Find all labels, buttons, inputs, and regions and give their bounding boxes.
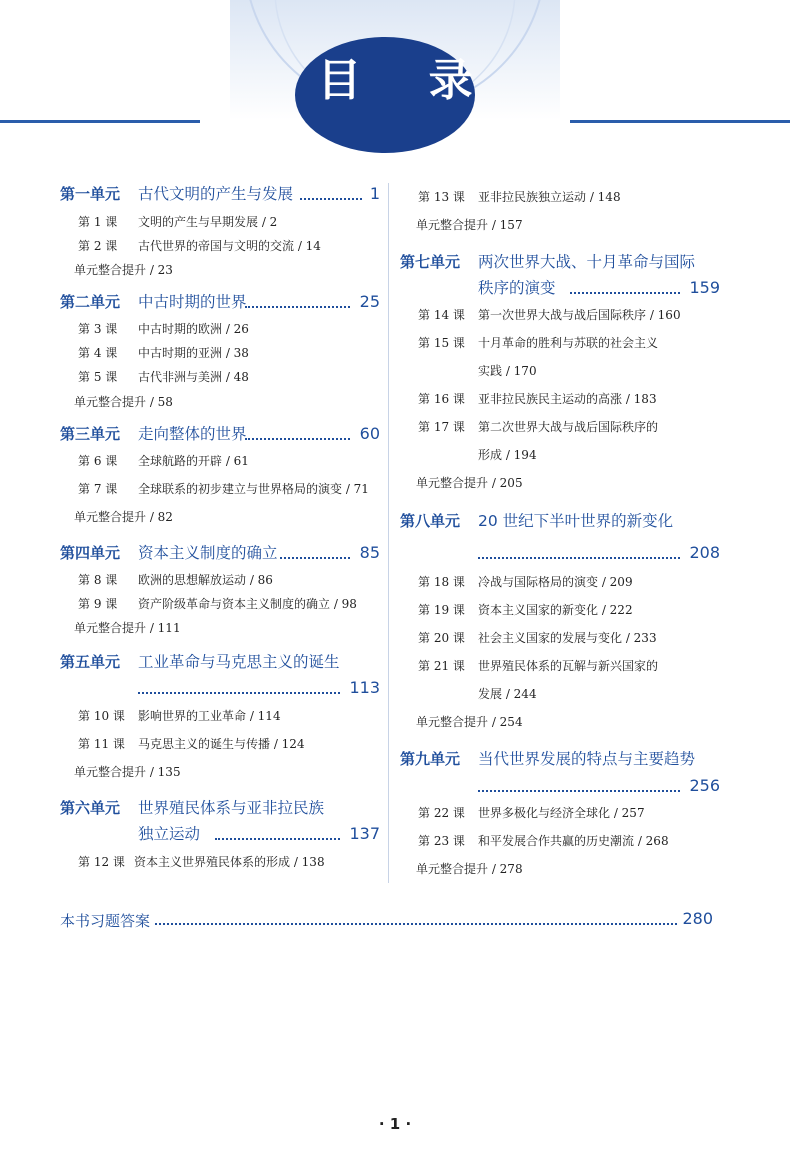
dot-leader	[150, 910, 677, 925]
unit-summary[interactable]: 单元整合提升 / 82	[74, 510, 173, 524]
lesson-number: 第 21 课	[418, 659, 465, 673]
lesson-title: 古代非洲与美洲 / 48	[138, 370, 249, 384]
unit-title: 世界殖民体系与亚非拉民族	[138, 799, 325, 817]
lesson-number: 第 23 课	[418, 834, 465, 848]
lesson-title: 世界多极化与经济全球化 / 257	[478, 806, 645, 820]
lesson-number: 第 9 课	[78, 597, 118, 611]
unit-summary[interactable]: 单元整合提升 / 278	[416, 862, 523, 876]
unit-label: 第二单元	[60, 293, 121, 311]
dot-leader	[478, 535, 680, 559]
unit-label: 第五单元	[60, 653, 121, 671]
dot-leader	[215, 816, 340, 840]
lesson-number: 第 7 课	[78, 482, 118, 496]
header-rule-right	[570, 120, 790, 123]
lesson-number: 第 18 课	[418, 575, 465, 589]
lesson-title: 文明的产生与早期发展 / 2	[138, 215, 278, 229]
unit-page: 60	[359, 424, 380, 443]
lesson-title: 资本主义国家的新变化 / 222	[478, 603, 633, 617]
dot-leader	[570, 270, 680, 294]
header-rule-left	[0, 120, 200, 123]
lesson-title: 亚非拉民族民主运动的高涨 / 183	[478, 392, 657, 406]
lesson-number: 第 1 课	[78, 215, 118, 229]
unit-label: 第八单元	[400, 512, 461, 530]
page-title: 目 录	[317, 55, 499, 106]
unit-page: 256	[689, 776, 720, 795]
unit-page: 25	[359, 292, 380, 311]
dot-leader	[300, 176, 362, 200]
lesson-title-line2: 发展 / 244	[478, 687, 537, 701]
lesson-title-line2: 形成 / 194	[478, 448, 537, 462]
lesson-title: 资产阶级革命与资本主义制度的确立 / 98	[138, 597, 357, 611]
unit-page: 85	[359, 543, 380, 562]
unit-summary[interactable]: 单元整合提升 / 111	[74, 621, 181, 635]
unit-label: 第六单元	[60, 799, 121, 817]
lesson-title: 和平发展合作共赢的历史潮流 / 268	[478, 834, 669, 848]
unit-title: 中古时期的世界	[138, 293, 247, 311]
toc-unit-5[interactable]	[60, 651, 380, 699]
lesson-title: 古代世界的帝国与文明的交流 / 14	[138, 239, 321, 253]
answers-page: 280	[682, 909, 713, 928]
lesson-number: 第 17 课	[418, 420, 465, 434]
lesson-title: 影响世界的工业革命 / 114	[138, 709, 281, 723]
unit-label: 第一单元	[60, 185, 121, 203]
dot-leader	[245, 284, 350, 308]
unit-label: 第七单元	[400, 253, 461, 271]
lesson-number: 第 3 课	[78, 322, 118, 336]
toc-answers[interactable]	[60, 910, 713, 934]
unit-title: 资本主义制度的确立	[138, 544, 278, 562]
column-divider	[388, 183, 389, 883]
toc-unit-6[interactable]	[60, 797, 380, 845]
lesson-number: 第 2 课	[78, 239, 118, 253]
lesson-title: 第二次世界大战与战后国际秩序的	[478, 420, 659, 434]
answers-label: 本书习题答案	[60, 910, 154, 931]
lesson-number: 第 12 课	[78, 855, 125, 869]
toc-unit-7[interactable]	[400, 251, 720, 299]
unit-summary[interactable]: 单元整合提升 / 58	[74, 395, 173, 409]
unit-title: 当代世界发展的特点与主要趋势	[478, 750, 696, 768]
unit-label: 第三单元	[60, 425, 121, 443]
lesson-title: 冷战与国际格局的演变 / 209	[478, 575, 633, 589]
lesson-title: 亚非拉民族独立运动 / 148	[478, 190, 621, 204]
lesson-title: 马克思主义的诞生与传播 / 124	[138, 737, 305, 751]
lesson-title: 第一次世界大战与战后国际秩序 / 160	[478, 308, 681, 322]
lesson-number: 第 19 课	[418, 603, 465, 617]
lesson-number: 第 6 课	[78, 454, 118, 468]
lesson-title: 中古时期的欧洲 / 26	[138, 322, 249, 336]
lesson-number: 第 16 课	[418, 392, 465, 406]
lesson-number: 第 5 课	[78, 370, 118, 384]
lesson-number: 第 8 课	[78, 573, 118, 587]
dot-leader	[245, 416, 350, 440]
toc-unit-9[interactable]	[400, 748, 720, 796]
lesson-number: 第 4 课	[78, 346, 118, 360]
lesson-title: 全球联系的初步建立与世界格局的演变 / 71	[138, 482, 369, 496]
unit-label: 第四单元	[60, 544, 121, 562]
unit-title-line2: 独立运动	[138, 825, 201, 843]
lesson-number: 第 15 课	[418, 336, 465, 350]
unit-page: 113	[349, 678, 380, 697]
lesson-number: 第 22 课	[418, 806, 465, 820]
dot-leader	[280, 535, 350, 559]
lesson-title-line2: 实践 / 170	[478, 364, 537, 378]
toc-header	[0, 0, 790, 175]
unit-label: 第九单元	[400, 750, 461, 768]
lesson-title: 十月革命的胜利与苏联的社会主义	[478, 336, 659, 350]
unit-summary[interactable]: 单元整合提升 / 157	[416, 218, 523, 232]
unit-title: 工业革命与马克思主义的诞生	[138, 653, 340, 671]
unit-summary[interactable]: 单元整合提升 / 205	[416, 476, 523, 490]
unit-summary[interactable]: 单元整合提升 / 23	[74, 263, 173, 277]
lesson-title: 欧洲的思想解放运动 / 86	[138, 573, 273, 587]
lesson-number: 第 20 课	[418, 631, 465, 645]
unit-title: 20 世纪下半叶世界的新变化	[478, 512, 674, 530]
unit-summary[interactable]: 单元整合提升 / 135	[74, 765, 181, 779]
lesson-number: 第 11 课	[78, 737, 125, 751]
unit-page: 137	[349, 824, 380, 843]
lesson-title: 中古时期的亚洲 / 38	[138, 346, 249, 360]
unit-title-line2: 秩序的演变	[478, 279, 556, 297]
unit-title: 走向整体的世界	[138, 425, 247, 443]
unit-summary[interactable]: 单元整合提升 / 254	[416, 715, 523, 729]
lesson-title: 世界殖民体系的瓦解与新兴国家的	[478, 659, 659, 673]
lesson-title: 全球航路的开辟 / 61	[138, 454, 249, 468]
lesson-number: 第 14 课	[418, 308, 465, 322]
unit-title: 两次世界大战、十月革命与国际	[478, 253, 696, 271]
dot-leader	[478, 768, 680, 792]
unit-page: 159	[689, 278, 720, 297]
lesson-title: 社会主义国家的发展与变化 / 233	[478, 631, 657, 645]
toc-unit-8[interactable]	[400, 510, 720, 562]
unit-page: 208	[689, 543, 720, 562]
lesson-title: 资本主义世界殖民体系的形成 / 138	[134, 855, 325, 869]
unit-page: 1	[369, 184, 380, 203]
lesson-number: 第 13 课	[418, 190, 465, 204]
dot-leader	[138, 670, 340, 694]
unit-title: 古代文明的产生与发展	[138, 185, 294, 203]
lesson-number: 第 10 课	[78, 709, 125, 723]
page-number: · 1 ·	[378, 1115, 412, 1133]
